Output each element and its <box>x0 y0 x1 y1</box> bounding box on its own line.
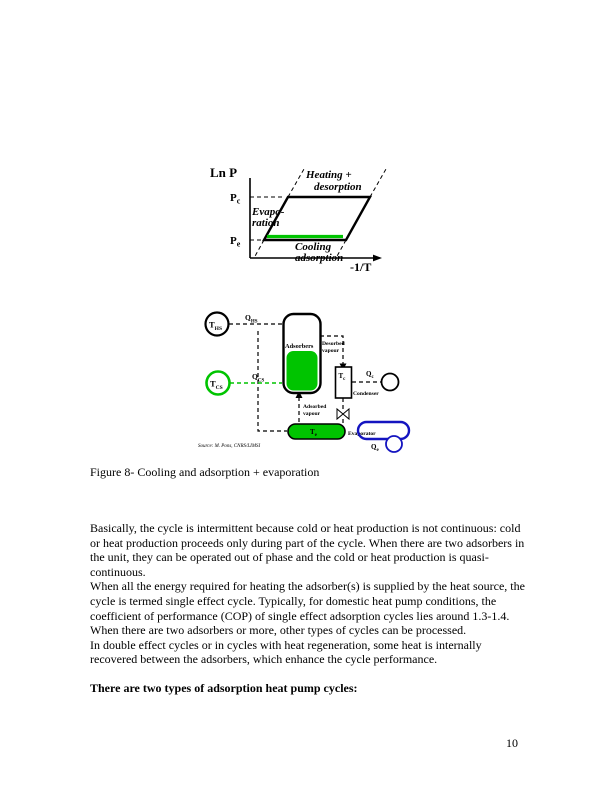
tcs-label: $T_{CS}$ <box>210 378 223 391</box>
figure-caption: Figure 8- Cooling and adsorption + evaporation <box>90 465 320 479</box>
evaporator-label: Evaporator <box>348 431 376 437</box>
adsorbed-vapour-label: Adsorbed vapour <box>303 404 327 417</box>
adsorption-cycle-schematic <box>190 305 425 457</box>
section-heading: There are two types of adsorption heat pump cycles: <box>90 680 358 695</box>
condenser-label: Condenser <box>353 391 379 397</box>
x-axis-arrow <box>373 255 382 262</box>
expansion-valve-icon <box>337 409 349 419</box>
y-axis-label: Ln P <box>210 165 238 180</box>
source-credit: Source: M. Pons, CNRS/LIMSI <box>198 444 261 449</box>
adsorbers-green-fill <box>287 351 318 391</box>
desorbed-vapour-label: Desorbed vapour <box>322 341 345 354</box>
cycle-parallelogram <box>264 197 370 240</box>
qhs-label: $Q_{HS}$ <box>245 313 258 325</box>
ths-label: $T_{HS}$ <box>209 319 223 332</box>
pc-label: $P_c$ <box>230 192 241 206</box>
evaporation-label: Evapo- ration <box>252 206 285 229</box>
qc-label: $Q_c$ <box>366 370 374 380</box>
qe-label: $Q_e$ <box>371 443 379 453</box>
qc-node <box>382 374 399 391</box>
tc-label: $T_c$ <box>338 372 346 382</box>
adsorbers-label: Adsorbers <box>285 343 314 350</box>
paragraph-2: When all the energy required for heating the adsorber(s) is supplied by the heat source, the cycle is termed single effect cycle. Typically, for domestic heat pump conditions, the coefficient of performance (COP) of single effect adsorption cycles lies around 1.3-1.4. When there are two adsorbers or more, other types of cycles can be processed. <box>90 579 525 638</box>
body-text <box>90 521 528 696</box>
cooling-adsorption-label: Cooling adsorption <box>295 241 344 264</box>
clapeyron-diagram <box>168 158 403 280</box>
qcs-label: $Q_{CS}$ <box>252 372 265 384</box>
pe-label: $P_e$ <box>230 235 241 249</box>
qe-node <box>386 436 402 452</box>
paragraph-1: Basically, the cycle is intermittent because cold or heat production is not continuous: cold or heat production proceeds only during part of the cycle. When there are two adsorbers in the unit, they can be operated out of phase and the cold or heat production is quasi-continuous. <box>90 521 525 579</box>
paragraph-3: In double effect cycles or in cycles with heat regeneration, some heat is internally recovered between the adsorbers, which enhance the cycle performance. <box>90 637 482 667</box>
te-label: $T_e$ <box>310 428 317 438</box>
x-axis-label: -1/T <box>350 260 372 274</box>
page-number: 10 <box>506 736 518 750</box>
heating-desorption-label: Heating + desorption <box>306 169 362 193</box>
